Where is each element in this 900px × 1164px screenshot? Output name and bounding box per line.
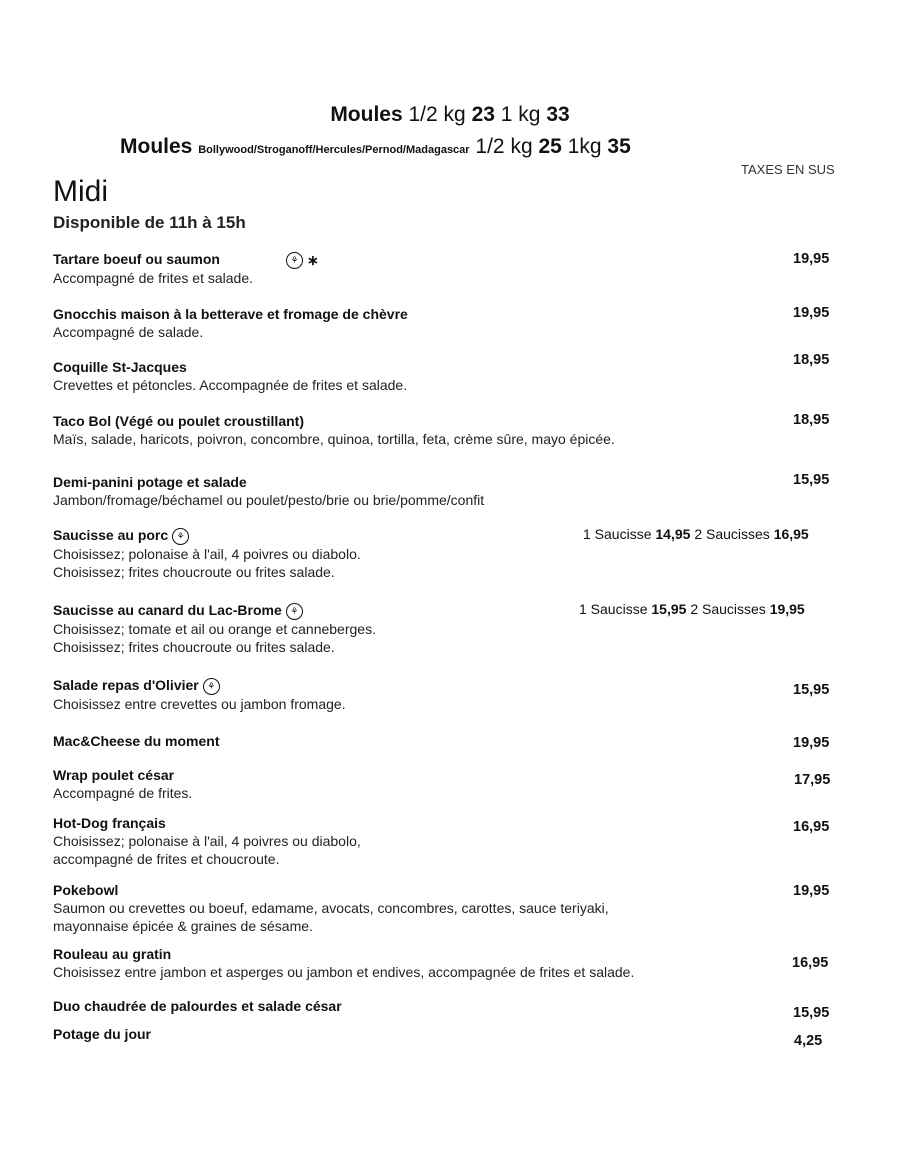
price-value: 19,95 (769, 601, 805, 617)
item-description: Choisissez; polonaise à l'ail, 4 poivres ou diabolo. (53, 545, 361, 562)
item-name: Rouleau au gratin (53, 946, 172, 962)
item-description: Accompagné de salade. (53, 324, 204, 340)
menu-item-duo-chaudree (53, 997, 843, 1015)
wheat-circle-icon: ⚘ (203, 678, 220, 695)
menu-item-wrap-poulet (53, 766, 843, 802)
item-description: Choisissez entre crevettes ou jambon fromage. (53, 695, 346, 712)
item-price: 4,25 (794, 1033, 823, 1049)
menu-item-potage (53, 1025, 843, 1043)
item-name: Wrap poulet césar (53, 767, 175, 783)
item-description: Choisissez; frites choucroute ou frites salade. (53, 563, 335, 580)
item-name: Pokebowl (53, 882, 119, 898)
item-price: 19,95 (793, 883, 830, 899)
item-description: mayonnaise épicée & graines de sésame. (53, 918, 313, 934)
item-description: Maïs, salade, haricots, poivron, concombre, quinoa, tortilla, feta, crème sûre, mayo épicée. (53, 431, 615, 447)
item-price: 15,95 (793, 682, 830, 698)
item-description: Crevettes et pétoncles. Accompagnée de frites et salade. (53, 377, 408, 393)
moules-label: Moules (330, 103, 403, 126)
section-title: Midi (53, 175, 109, 208)
price-label: 1 Saucisse (583, 526, 652, 542)
moules-label: Moules (120, 135, 193, 158)
item-description: Jambon/fromage/béchamel ou poulet/pesto/brie ou brie/pomme/confit (53, 492, 485, 508)
kg-price: 35 (607, 135, 631, 158)
item-name: Duo chaudrée de palourdes et salade césar (53, 998, 342, 1014)
item-name: Salade repas d'Olivier (53, 677, 199, 693)
price-label: 1 Saucisse (579, 601, 648, 617)
item-description: Choisissez; polonaise à l'ail, 4 poivres ou diabolo, (53, 833, 361, 849)
menu-item-taco-bol (53, 412, 843, 448)
item-price: 16,95 (792, 955, 829, 971)
wheat-circle-icon: ⚘ (172, 528, 189, 545)
moules-line-2 (120, 135, 631, 159)
price-value: 16,95 (773, 526, 809, 542)
menu-item-pokebowl (53, 881, 843, 935)
item-description: Choisissez entre jambon et asperges ou jambon et endives, accompagnée de frites et salade. (53, 964, 635, 980)
item-price-options (579, 601, 805, 617)
item-description: Accompagné de frites et salade. (53, 270, 254, 287)
menu-item-rouleau (53, 945, 843, 981)
half-kg-label: 1/2 kg (475, 135, 533, 158)
wheat-circle-icon: ⚘ (286, 252, 303, 269)
price-value: 15,95 (651, 601, 687, 617)
item-price: 19,95 (793, 305, 830, 321)
item-name: Saucisse au porc (53, 527, 169, 543)
item-description: Saumon ou crevettes ou boeuf, edamame, avocats, concombres, carottes, sauce teriyaki, (53, 900, 609, 916)
menu-item-tartare (53, 250, 843, 287)
item-name: Potage du jour (53, 1026, 151, 1042)
moules-line-1 (0, 103, 900, 127)
half-kg-price: 25 (538, 135, 562, 158)
asterisk-icon: ∗ (306, 252, 319, 269)
kg-price: 33 (546, 103, 570, 126)
item-name: Taco Bol (Végé ou poulet croustillant) (53, 413, 304, 429)
item-description: Accompagné de frites. (53, 785, 193, 801)
item-price: 18,95 (793, 352, 830, 368)
item-name: Demi-panini potage et salade (53, 474, 247, 490)
item-price: 16,95 (793, 819, 830, 835)
moules-variants: Bollywood/Stroganoff/Hercules/Pernod/Madagascar (198, 144, 470, 156)
item-description: Choisissez; tomate et ail ou orange et canneberges. (53, 620, 376, 637)
availability-note: Disponible de 11h à 15h (53, 213, 246, 232)
item-name: Hot-Dog français (53, 815, 166, 831)
price-label: 2 Saucisses (694, 526, 770, 542)
item-name: Mac&Cheese du moment (53, 733, 220, 749)
item-price-options (583, 526, 809, 542)
half-kg-label: 1/2 kg (408, 103, 466, 126)
menu-item-hot-dog (53, 814, 843, 868)
menu-item-gnocchis (53, 305, 843, 341)
item-name: Saucisse au canard du Lac-Brome (53, 602, 282, 618)
item-price: 15,95 (793, 472, 830, 488)
item-price: 18,95 (793, 412, 830, 428)
kg-label: 1 kg (500, 103, 541, 126)
menu-item-salade-olivier (53, 676, 843, 713)
wheat-circle-icon: ⚘ (286, 603, 303, 620)
taxes-note: TAXES EN SUS (741, 162, 835, 177)
half-kg-price: 23 (471, 103, 495, 126)
menu-item-coquille (53, 358, 843, 394)
item-price: 17,95 (794, 772, 831, 788)
menu-item-mac-cheese (53, 732, 843, 750)
price-label: 2 Saucisses (690, 601, 766, 617)
price-value: 14,95 (655, 526, 691, 542)
item-description: accompagné de frites et choucroute. (53, 851, 280, 867)
kg-label: 1kg (567, 135, 602, 158)
item-name: Gnocchis maison à la betterave et fromage de chèvre (53, 306, 408, 322)
item-price: 19,95 (793, 251, 830, 267)
menu-item-demi-panini (53, 473, 843, 509)
item-price: 15,95 (793, 1005, 830, 1021)
item-name: Tartare boeuf ou saumon (53, 251, 220, 267)
item-description: Choisissez; frites choucroute ou frites salade. (53, 638, 335, 655)
item-name: Coquille St-Jacques (53, 359, 187, 375)
item-price: 19,95 (793, 735, 830, 751)
